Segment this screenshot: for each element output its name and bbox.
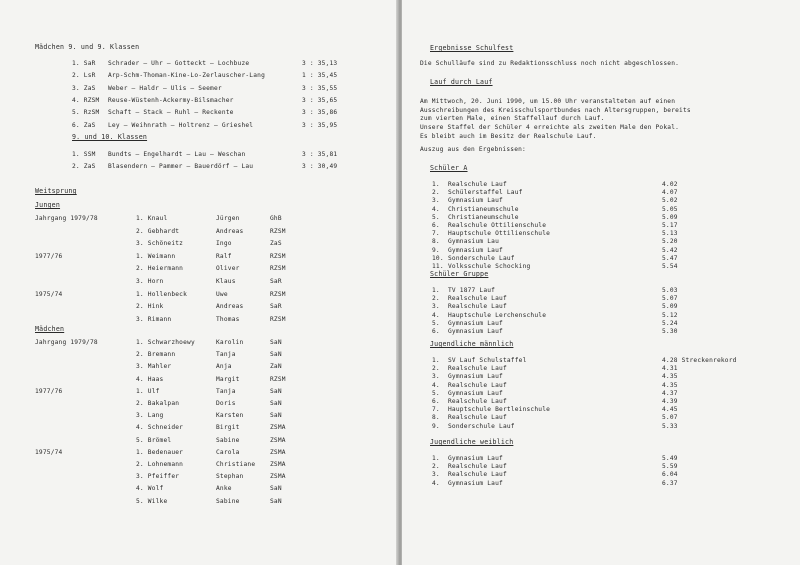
result-school: SaN (270, 351, 282, 359)
result-firstname: Oliver (216, 265, 240, 273)
result-school: SaN (270, 412, 282, 420)
result-place: 3. Mahler (136, 363, 172, 371)
year-label: Jahrgang 1979/78 (35, 339, 98, 346)
ranking-name: Sonderschule Lauf (448, 254, 515, 262)
ranking-place: 6. (432, 222, 440, 229)
group-label-girls: Mädchen (35, 325, 65, 333)
paragraph-line: Am Mittwoch, 20. Juni 1990, um 15.00 Uhr veranstalteten auf einen (420, 98, 676, 105)
relay-score: 1 : 35,45 (302, 72, 338, 80)
result-school: SaN (270, 400, 282, 407)
ranking-time: 5.49 (662, 455, 678, 462)
ranking-name: Gymnasium Lauf (448, 319, 503, 327)
result-place: 3. Pfeiffer (136, 473, 180, 481)
result-firstname: Karsten (216, 412, 244, 420)
result-school: ZSMA (270, 473, 286, 481)
paragraph-line: Unsere Staffel der Schüler 4 erreichte als zweiten Male den Pokal. (420, 124, 680, 132)
relay-place: 1. SaR (72, 60, 96, 67)
note-text: Auszug aus den Ergebnissen: (420, 146, 526, 153)
ranking-name: Realschule Lauf (448, 381, 507, 389)
section-title-weitsprung: Weitsprung (35, 187, 77, 195)
ranking-name: Realschule Lauf (448, 303, 507, 311)
ranking-time: 5.17 (662, 222, 678, 229)
ranking-time: 4.02 (662, 181, 678, 188)
ranking-place: 2. (432, 463, 440, 471)
result-school: ZaS (270, 240, 282, 248)
result-place: 1. Hollenbeck (136, 290, 188, 298)
ranking-name: Realschule Lauf (448, 295, 507, 303)
result-firstname: Carola (216, 448, 240, 456)
relay-team: Schaft – Stack – Ruhl – Reckente (108, 109, 234, 117)
relay-team: Reuse-Wüstenh-Ackermy-Bilsmacher (108, 96, 234, 104)
ranking-name: Hauptschule Ottilienschule (448, 230, 551, 238)
result-place: 2. Hink (136, 303, 164, 311)
ranking-name: Realschule Lauf (448, 181, 507, 188)
ranking-place: 9. (432, 422, 440, 430)
ranking-name: Gymnasium Lau (448, 238, 500, 246)
ranking-name: Christianeumschule (448, 205, 519, 213)
relay-team: Bundts – Engelhardt – Lau – Weschan (108, 151, 246, 158)
ranking-place: 8. (432, 238, 440, 246)
result-place: 1. Bedenauer (136, 448, 184, 456)
ranking-time: 5.33 (662, 422, 678, 430)
ranking-place: 1. (432, 181, 440, 188)
ranking-time: 4.28 Streckenrekord (662, 357, 737, 364)
ranking-place: 1. (432, 455, 440, 462)
ranking-place: 9. (432, 246, 440, 254)
ranking-time: 5.09 (662, 213, 678, 221)
result-school: SaR (270, 278, 282, 285)
result-school: ZaN (270, 363, 282, 371)
ranking-place: 6. (432, 328, 440, 335)
relay-place: 1. SSM (72, 151, 96, 158)
relay-place: 3. ZaS (72, 84, 96, 92)
result-place: 1. Ulf (136, 387, 160, 395)
relay-score: 3 : 30,49 (302, 163, 338, 171)
ranking-place: 4. (432, 205, 440, 213)
relay-team: Weber – Haldr – Ulis – Seemer (108, 84, 222, 92)
ranking-name: Realschule Lauf (448, 471, 507, 479)
result-place: 4. Schneider (136, 424, 184, 432)
ranking-place: 3. (432, 373, 440, 381)
ranking-place: 2. (432, 365, 440, 373)
ranking-place: 2. (432, 295, 440, 303)
relay-place: 4. RZSM (72, 96, 100, 104)
year-label: 1975/74 (35, 448, 63, 456)
result-place: 2. Gebhardt (136, 227, 180, 235)
ranking-place: 5. (432, 213, 440, 221)
result-school: ZSMA (270, 436, 286, 444)
ranking-time: 5.12 (662, 311, 678, 319)
ranking-name: SV Lauf Schulstaffel (448, 357, 527, 364)
relay-team: Blasendern – Pammer – Bauerdörf – Lau (108, 163, 254, 171)
result-place: 2. Heiermann (136, 265, 184, 273)
ranking-place: 5. (432, 319, 440, 327)
group-label-boys: Jungen (35, 201, 61, 209)
result-place: 2. Lohnemann (136, 461, 184, 468)
ranking-name: Hauptschule Bertleinschule (448, 406, 551, 414)
result-school: RZSM (270, 290, 286, 298)
intro-text: Die Schulläufe sind zu Redaktionsschluss noch nicht abgeschlossen. (420, 60, 680, 67)
result-school: GhB (270, 215, 282, 222)
ranking-name: Schülerstaffel Lauf (448, 189, 523, 197)
result-firstname: Jürgen (216, 215, 240, 222)
ranking-name: Volksschule Schocking (448, 263, 531, 270)
ranking-time: 6.04 (662, 471, 678, 479)
result-school: ZSMA (270, 448, 286, 456)
ranking-time: 5.20 (662, 238, 678, 246)
ranking-time: 4.37 (662, 389, 678, 397)
result-firstname: Andreas (216, 303, 244, 311)
group-title: Jugendliche männlich (430, 340, 514, 348)
result-place: 5. Brömel (136, 436, 172, 444)
result-school: SaR (270, 303, 282, 311)
heading-boys-relay: 9. und 10. Klassen (72, 133, 148, 141)
relay-team: Arp-Schm-Thoman-Kine-Lo-Zerlauscher-Lang (108, 72, 266, 80)
relay-score: 3 : 35,65 (302, 96, 338, 104)
result-school: ZSMA (270, 461, 286, 468)
ranking-time: 5.05 (662, 205, 678, 213)
year-label: 1977/76 (35, 387, 63, 395)
ranking-name: TV 1877 Lauf (448, 287, 496, 294)
ranking-time: 4.39 (662, 398, 678, 405)
right-page (402, 0, 800, 565)
result-firstname: Birgit (216, 424, 240, 432)
result-school: RZSM (270, 315, 286, 323)
ranking-place: 11. (432, 263, 444, 270)
result-firstname: Doris (216, 400, 236, 407)
paragraph-line: Ausschreibungen des Kreisschulsportbundes nach Altersgruppen, bereits (420, 106, 691, 114)
relay-place: 2. ZaS (72, 163, 96, 171)
ranking-name: Sonderschule Lauf (448, 422, 515, 430)
result-school: RZSM (270, 252, 286, 260)
ranking-time: 5.54 (662, 263, 678, 270)
relay-score: 3 : 35,86 (302, 109, 338, 117)
ranking-time: 5.13 (662, 230, 678, 238)
ranking-time: 5.09 (662, 303, 678, 311)
ranking-name: Realschule Lauf (448, 463, 507, 471)
result-school: RZSM (270, 227, 286, 235)
result-place: 2. Bakalpan (136, 400, 180, 407)
result-place: 4. Haas (136, 375, 164, 383)
ranking-place: 7. (432, 230, 440, 238)
ranking-place: 2. (432, 189, 440, 197)
relay-place: 5. RzSM (72, 109, 100, 117)
ranking-time: 5.59 (662, 463, 678, 471)
ranking-time: 5.30 (662, 328, 678, 335)
result-place: 5. Wilke (136, 497, 168, 505)
subtitle: Lauf durch Lauf (430, 78, 493, 86)
result-school: SaN (270, 387, 282, 395)
ranking-time: 5.47 (662, 254, 678, 262)
ranking-time: 6.37 (662, 479, 678, 487)
result-place: 3. Schöneitz (136, 240, 184, 248)
result-firstname: Margit (216, 375, 240, 383)
result-firstname: Anja (216, 363, 232, 371)
ranking-name: Gymnasium Lauf (448, 479, 503, 487)
ranking-place: 4. (432, 311, 440, 319)
year-label: 1975/74 (35, 290, 63, 298)
ranking-name: Realschule Lauf (448, 414, 507, 422)
result-firstname: Stephan (216, 473, 244, 481)
group-title: Jugendliche weiblich (430, 438, 514, 446)
paragraph-line: Es bleibt auch im Besitz der Realschule Lauf. (420, 132, 597, 140)
ranking-time: 5.03 (662, 287, 678, 294)
relay-score: 3 : 35,95 (302, 121, 338, 129)
ranking-time: 5.24 (662, 319, 678, 327)
ranking-place: 7. (432, 406, 440, 414)
result-firstname: Tanja (216, 351, 236, 359)
ranking-name: Realschule Lauf (448, 398, 507, 405)
result-firstname: Tanja (216, 387, 236, 395)
ranking-time: 5.07 (662, 295, 678, 303)
result-place: 2. Bremann (136, 351, 176, 359)
result-school: SaN (270, 339, 282, 346)
ranking-place: 10. (432, 254, 444, 262)
ranking-place: 1. (432, 357, 440, 364)
group-title: Schüler Gruppe (430, 270, 489, 278)
result-school: ZSMA (270, 424, 286, 432)
result-firstname: Anke (216, 485, 232, 493)
result-place: 1. Knaul (136, 215, 168, 222)
ranking-time: 4.07 (662, 189, 678, 197)
result-firstname: Klaus (216, 278, 236, 285)
ranking-place: 8. (432, 414, 440, 422)
ranking-name: Realschule Lauf (448, 365, 507, 373)
ranking-place: 3. (432, 471, 440, 479)
result-school: RZSM (270, 375, 286, 383)
relay-team: Schrader – Uhr – Gotteckt – Lochbuze (108, 60, 250, 67)
ranking-place: 5. (432, 389, 440, 397)
ranking-place: 1. (432, 287, 440, 294)
ranking-time: 5.07 (662, 414, 678, 422)
ranking-place: 3. (432, 197, 440, 205)
result-firstname: Ingo (216, 240, 232, 248)
result-firstname: Thomas (216, 315, 240, 323)
result-firstname: Uwe (216, 290, 228, 298)
result-place: 1. Weimann (136, 252, 176, 260)
group-title: Schüler A (430, 164, 468, 172)
result-place: 4. Wolf (136, 485, 164, 493)
result-school: RZSM (270, 265, 286, 273)
result-school: SaN (270, 497, 282, 505)
result-place: 3. Rimann (136, 315, 172, 323)
ranking-name: Realschule Ottilienschule (448, 222, 547, 229)
result-firstname: Christiane (216, 461, 256, 468)
ranking-name: Gymnasium Lauf (448, 246, 503, 254)
ranking-name: Gymnasium Lauf (448, 455, 503, 462)
ranking-place: 6. (432, 398, 440, 405)
ranking-name: Gymnasium Lauf (448, 373, 503, 381)
result-place: 1. Schwarzhoewy (136, 339, 195, 346)
ranking-name: Hauptschule Lerchenschule (448, 311, 547, 319)
result-school: SaN (270, 485, 282, 493)
result-firstname: Karolin (216, 339, 244, 346)
result-firstname: Sabine (216, 497, 240, 505)
ranking-place: 3. (432, 303, 440, 311)
relay-score: 3 : 35,13 (302, 60, 338, 67)
ranking-name: Gymnasium Lauf (448, 389, 503, 397)
ranking-time: 4.45 (662, 406, 678, 414)
page-title: Ergebnisse Schulfest (430, 44, 514, 52)
ranking-place: 4. (432, 479, 440, 487)
ranking-name: Gymnasium Lauf (448, 197, 503, 205)
ranking-place: 4. (432, 381, 440, 389)
relay-place: 2. LsR (72, 72, 96, 80)
year-label: 1977/76 (35, 252, 63, 260)
relay-score: 3 : 35,55 (302, 84, 338, 92)
result-firstname: Sabine (216, 436, 240, 444)
ranking-name: Christianeumschule (448, 213, 519, 221)
left-page (0, 0, 398, 565)
result-firstname: Ralf (216, 252, 232, 260)
ranking-time: 5.42 (662, 246, 678, 254)
result-place: 3. Lang (136, 412, 164, 420)
paragraph-line: zum vierten Male, einen Staffellauf durch Lauf. (420, 115, 605, 123)
ranking-time: 4.31 (662, 365, 678, 373)
ranking-time: 5.02 (662, 197, 678, 205)
ranking-name: Gymnasium Lauf (448, 328, 503, 335)
heading-girls-relay: Mädchen 9. und 9. Klassen (35, 43, 140, 51)
ranking-time: 4.35 (662, 381, 678, 389)
result-place: 3. Horn (136, 278, 164, 285)
ranking-time: 4.35 (662, 373, 678, 381)
relay-team: Ley – Weihnrath – Holtrenz – Grieshel (108, 121, 254, 129)
relay-score: 3 : 35,81 (302, 151, 338, 158)
year-label: Jahrgang 1979/78 (35, 215, 98, 222)
result-firstname: Andreas (216, 227, 244, 235)
relay-place: 6. ZaS (72, 121, 96, 129)
